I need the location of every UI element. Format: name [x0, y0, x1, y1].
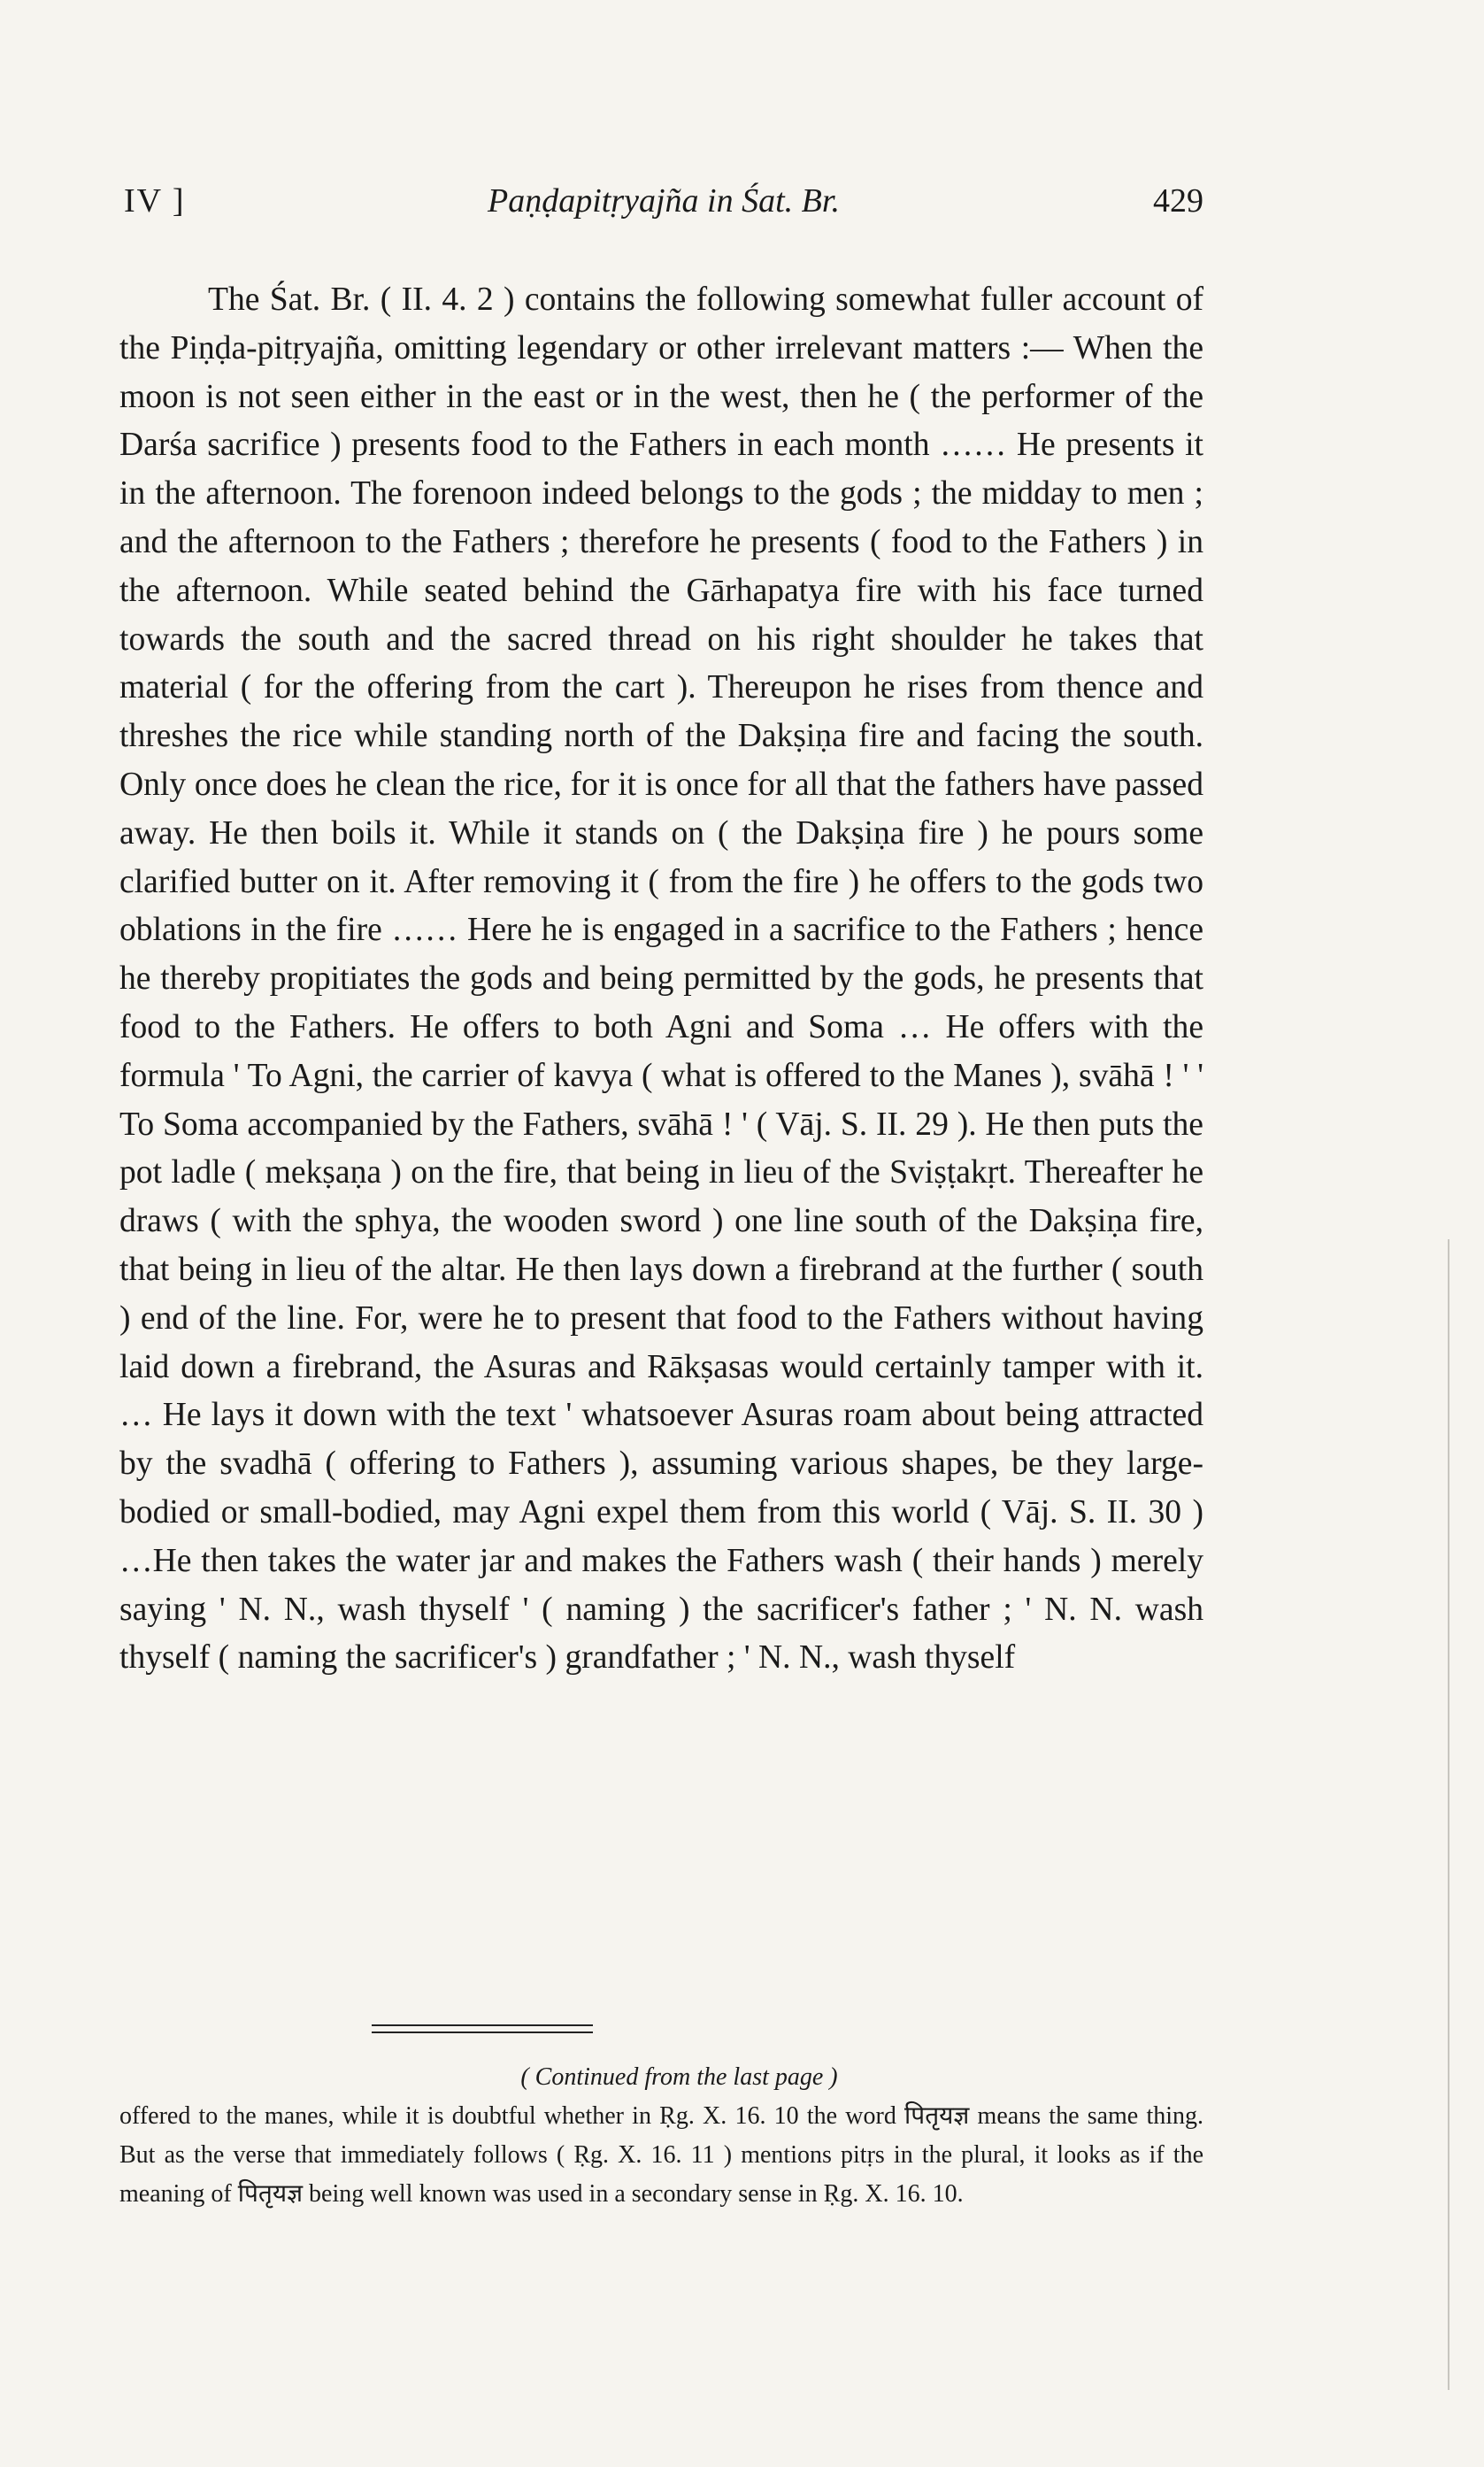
page-edge-line: [1448, 1239, 1449, 2390]
running-header: [124, 181, 1203, 235]
running-title: Paṇḍapitṛyajña in Śat. Br.: [488, 182, 840, 220]
page-number: 429: [1153, 182, 1203, 220]
footnote-divider: [372, 2024, 593, 2039]
footnote: [119, 2058, 1203, 2214]
body-paragraph: The Śat. Br. ( II. 4. 2 ) contains the following somewhat fuller account of the Piṇḍa-pitṛyajña, omitting legendary or other irrelevant matters :— When the moon is not seen either in the east or in the west, then he ( the performer of the Darśa sacrifice ) presents food to the Fathers in each month …… He presents it in the afternoon. The forenoon indeed belongs to the gods ; the midday to men ; and the afternoon to the Fathers ; therefore he presents ( food to the Fathers ) in the afternoon. While seated behind the Gārhapatya fire with his face turned towards the south and the sacred thread on his right shoulder he takes that material ( for the offering from the cart ). Thereupon he rises from thence and threshes the rice while standing north of the Dakṣiṇa fire and facing the south. Only once does he clean the rice, for it is once for all that the fathers have passed away. He then boils it. While it stands on ( the Dakṣiṇa fire ) he pours some clarified butter on it. After removing it ( from the fire ) he offers to the gods two oblations in the fire …… Here he is engaged in a sacrifice to the Fathers ; hence he thereby propitiates the gods and being permitted by the gods, he presents that food to the Fathers. He offers to both Agni and Soma … He offers with the formula ' To Agni, the carrier of kavya ( what is offered to the Manes ), svāhā ! ' ' To Soma accompanied by the Fathers, svāhā ! ' ( Vāj. S. II. 29 ). He then puts the pot ladle ( mekṣaṇa ) on the fire, that being in lieu of the Sviṣṭakṛt. Thereafter he draws ( with the sphya, the wooden sword ) one line south of the Dakṣiṇa fire, that being in lieu of the altar. He then lays down a firebrand at the further ( south ) end of the line. For, were he to present that food to the Fathers without having laid down a firebrand, the Asuras and Rākṣasas would certainly tamper with it. … He lays it down with the text ' whatsoever Asuras roam about being attracted by the svadhā ( offering to Fathers ), assuming various shapes, be they large-bodied or small-bodied, may Agni expel them from this world ( Vāj. S. II. 30 ) …He then takes the water jar and makes the Fathers wash ( their hands ) merely saying ' N. N., wash thyself ' ( naming ) the sacrificer's father ; ' N. N. wash thyself ( naming the sacrificer's ) grandfather ; ' N. N., wash thyself: [119, 281, 1203, 1677]
main-text: [119, 276, 1203, 1683]
chapter-marker: IV ]: [124, 182, 186, 220]
footnote-text: offered to the manes, while it is doubtful whether in Ṛg. X. 16. 10 the word पितृयज्ञ means the same thing. But as the verse that immediately follows ( Ṛg. X. 16. 11 ) mentions pitṛs in the plural, it looks as if the meaning of पितृयज्ञ being well known was used in a secondary sense in Ṛg. X. 16. 10.: [119, 2102, 1203, 2208]
footnote-heading: ( Continued from the last page ): [520, 2063, 838, 2091]
